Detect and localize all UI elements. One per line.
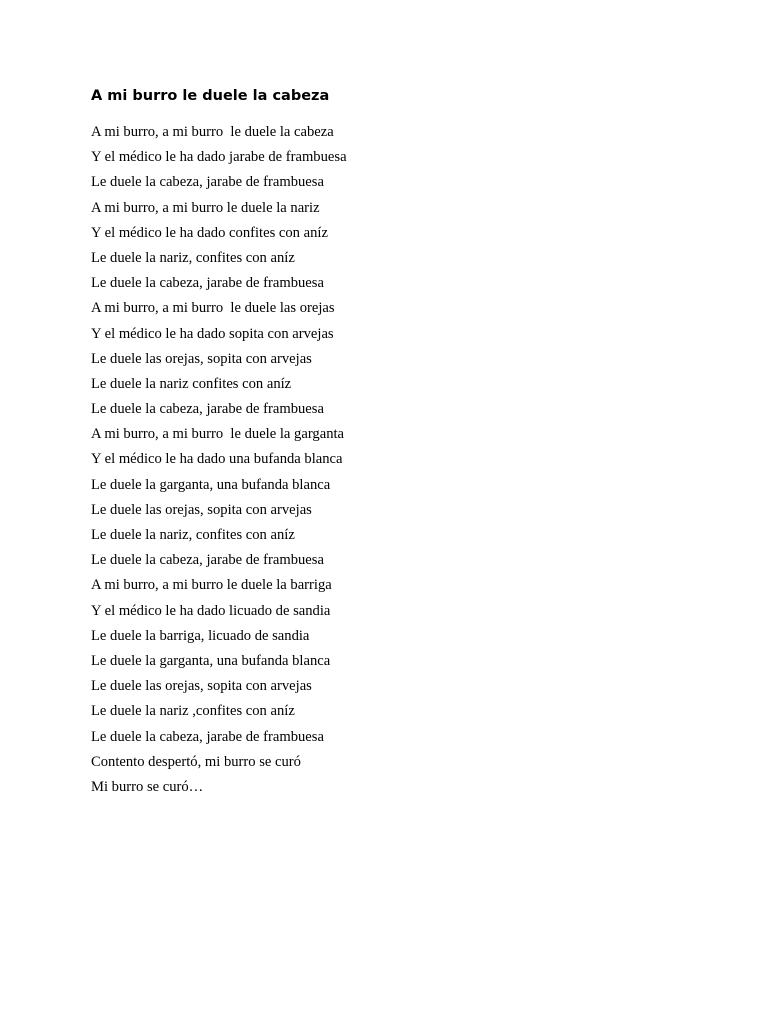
poem-line: Contento despertó, mi burro se curó xyxy=(91,753,301,770)
poem-line: A mi burro, a mi burro le duele la garganta xyxy=(91,426,345,443)
poem-line: Y el médico le ha dado confites con aníz xyxy=(91,224,328,241)
poem-line: Le duele la nariz ,confites con aníz xyxy=(91,703,295,720)
poem-line: Le duele la garganta, una bufanda blanca xyxy=(91,652,331,669)
poem-line: Le duele la cabeza, jarabe de frambuesa xyxy=(91,275,324,292)
poem-line: Y el médico le ha dado sopita con arvejas xyxy=(91,325,334,342)
poem-line: Le duele la barriga, licuado de sandia xyxy=(91,627,310,644)
poem-line: Le duele la cabeza, jarabe de frambuesa xyxy=(91,401,324,418)
poem-line: A mi burro, a mi burro le duele la cabeza xyxy=(91,124,334,140)
poem-line: Y el médico le ha dado jarabe de frambuesa xyxy=(91,149,347,166)
poem-line: A mi burro, a mi burro le duele la barriga xyxy=(91,577,332,594)
poem-line: Le duele la cabeza, jarabe de frambuesa xyxy=(91,728,324,745)
poem-line: Mi burro se curó… xyxy=(91,778,204,795)
document-title: A mi burro le duele la cabeza xyxy=(91,88,330,104)
poem-line: Le duele la nariz confites con aníz xyxy=(91,375,292,392)
poem-line: Le duele la cabeza, jarabe de frambuesa xyxy=(91,174,324,191)
poem-line: A mi burro, a mi burro le duele la nariz xyxy=(91,199,320,216)
poem-line: Y el médico le ha dado licuado de sandia xyxy=(91,602,331,619)
poem-line: Le duele las orejas, sopita con arvejas xyxy=(91,350,312,367)
poem-line: Le duele las orejas, sopita con arvejas xyxy=(91,678,312,695)
poem-line: A mi burro, a mi burro le duele las orejas xyxy=(91,300,335,317)
poem-line: Le duele la nariz, confites con aníz xyxy=(91,527,295,543)
poem-line: Le duele la nariz, confites con aníz xyxy=(91,249,295,266)
poem-line: Le duele las orejas, sopita con arvejas xyxy=(91,501,312,518)
poem-lines xyxy=(91,120,347,800)
poem-line: Le duele la cabeza, jarabe de frambuesa xyxy=(91,552,324,569)
poem-line: Y el médico le ha dado una bufanda blanca xyxy=(91,451,343,468)
poem-line: Le duele la garganta, una bufanda blanca xyxy=(91,476,331,493)
